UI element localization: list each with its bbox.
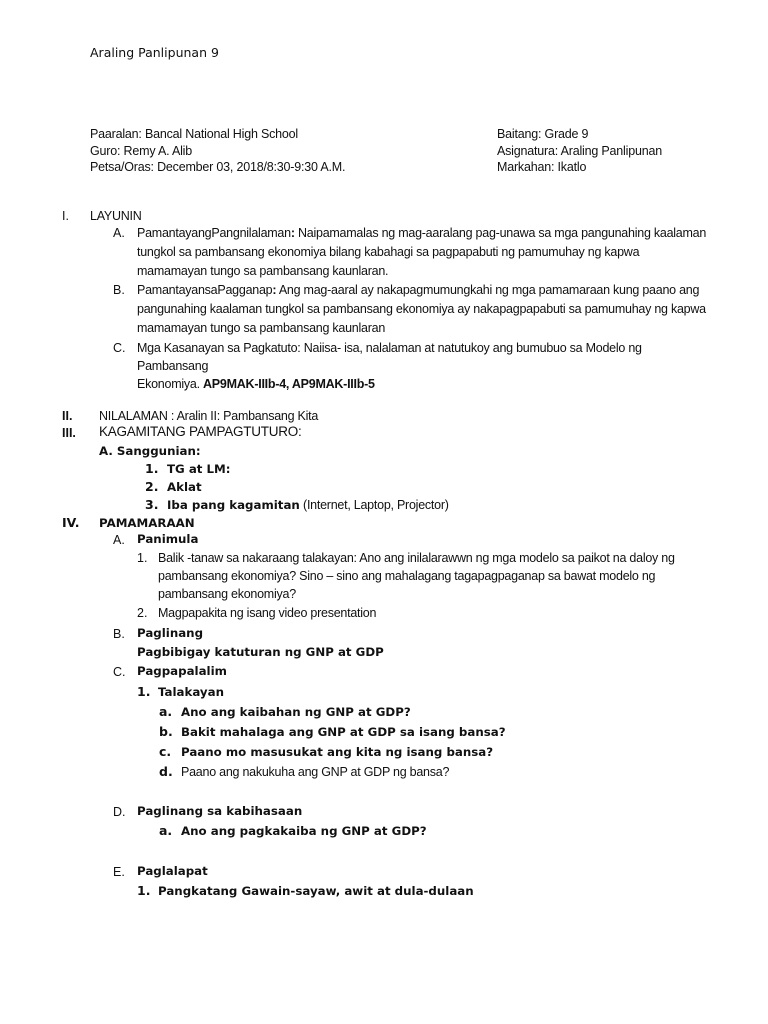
school-info-left	[90, 126, 345, 176]
question-d-text: Paano ang nakukuha ang GNP at GDP ng bansa?	[181, 765, 450, 779]
practice-question-text: Ano ang pagkakaiba ng GNP at GDP?	[181, 824, 427, 838]
objective-b-colon: :	[272, 283, 277, 297]
objective-c-prefix: Ekonomiya.	[137, 377, 204, 391]
section-ii-number: II.	[62, 409, 73, 423]
objective-b-text-1: Ang mag-aaral ay nakapagmumungkahi ng mga pamamaraan kung paano ang	[276, 283, 700, 297]
discussion-number: 1.	[137, 684, 151, 699]
section-iii-title: KAGAMITANG PAMPAGTUTURO:	[99, 424, 302, 439]
procedure-b-subtitle: Pagbibigay katuturan ng GNP at GDP	[137, 645, 384, 659]
procedure-a-item-1-number: 1.	[137, 551, 148, 565]
section-ii-content: NILALAMAN : Aralin II: Pambansang Kita	[99, 409, 319, 423]
procedure-b-label: Paglinang	[137, 626, 204, 640]
procedure-c-letter: C.	[113, 665, 126, 679]
question-b-letter: b.	[159, 724, 173, 739]
competency-codes: AP9MAK-IIIb-4, AP9MAK-IIIb-5	[203, 377, 375, 391]
section-i-title: LAYUNIN	[90, 209, 142, 223]
objective-a-label: PamantayangPangnilalaman	[137, 226, 291, 240]
objective-a-colon: :	[290, 226, 295, 240]
objective-a-line-1	[137, 225, 706, 241]
document-title: Araling Panlipunan 9	[90, 45, 219, 60]
application-item-number: 1.	[137, 883, 151, 898]
procedure-a-item-2-number: 2.	[137, 606, 148, 620]
procedure-a-item-1-line-1: Balik -tanaw sa nakaraang talakayan: Ano ang inilalarawwn ng mga modelo sa paikot na daloy ng	[158, 551, 675, 565]
question-b-text: Bakit mahalaga ang GNP at GDP sa isang bansa?	[181, 725, 506, 739]
subject: Asignatura: Araling Panlipunan	[497, 143, 662, 158]
objective-a-letter: A.	[113, 226, 125, 240]
question-a-text: Ano ang kaibahan ng GNP at GDP?	[181, 705, 411, 719]
objective-c-line-3	[137, 376, 375, 392]
reference-2-text: Aklat	[167, 480, 202, 494]
school-info-right	[497, 126, 662, 176]
date-time: Petsa/Oras: December 03, 2018/8:30-9:30 A.M.	[90, 160, 346, 174]
section-i-number: I.	[62, 209, 69, 223]
question-c-text: Paano mo masusukat ang kita ng isang bansa?	[181, 745, 494, 759]
question-a-letter: a.	[159, 704, 173, 719]
question-d-letter: d.	[159, 764, 173, 779]
objective-c-letter: C.	[113, 341, 126, 355]
reference-1-text: TG at LM:	[167, 462, 231, 476]
objective-b-line-1	[137, 282, 699, 298]
procedure-c-label: Pagpapalalim	[137, 664, 227, 678]
objective-b-label: PamantayansaPagganap	[137, 283, 273, 297]
objective-c-line-2: Pambansang	[137, 359, 209, 373]
reference-3-line	[167, 497, 449, 513]
procedure-e-letter: E.	[113, 865, 125, 879]
procedure-a-letter: A.	[113, 533, 125, 547]
reference-3-text: Iba pang kagamitan	[167, 498, 300, 512]
section-iv-number: IV.	[62, 515, 80, 530]
school-name: Paaralan: Bancal National High School	[90, 127, 299, 141]
objective-a-line-2: tungkol sa pambansang ekonomiya bilang kabahagi sa pagpapabuti ng pamumuhay ng kapwa	[137, 245, 640, 259]
grade-level: Baitang: Grade 9	[497, 127, 589, 141]
procedure-d-label: Paglinang sa kabihasaan	[137, 804, 303, 818]
reference-2-number: 2.	[145, 479, 159, 494]
objective-b-line-3: mamamayan tungo sa pambansang kaunlaran	[137, 321, 386, 335]
procedure-a-label: Panimula	[137, 532, 199, 546]
references-label: A. Sanggunian:	[99, 444, 201, 458]
question-c-letter: c.	[159, 744, 172, 759]
reference-3-number: 3.	[145, 497, 159, 512]
teacher-name: Guro: Remy A. Alib	[90, 143, 192, 158]
procedure-a-item-1-line-3: pambansang ekonomiya?	[158, 587, 296, 601]
application-item-text: Pangkatang Gawain-sayaw, awit at dula-dulaan	[158, 884, 474, 898]
section-iii-number: III.	[62, 426, 76, 440]
objective-c-line-1: Mga Kasanayan sa Pagkatuto: Naiisa- isa, nalalaman at natutukoy ang bumubuo sa Modelo ng	[137, 341, 642, 355]
discussion-label: Talakayan	[158, 685, 224, 699]
practice-question-letter: a.	[159, 823, 173, 838]
procedure-a-item-1-line-2: pambansang ekonomiya? Sino – sino ang mahalagang tagapagpaganap sa bawat modelo ng	[158, 569, 656, 583]
quarter: Markahan: Ikatlo	[497, 160, 587, 174]
procedure-d-letter: D.	[113, 805, 126, 819]
reference-3-extra: (Internet, Laptop, Projector)	[299, 498, 449, 512]
objective-b-line-2: pangunahing kaalaman tungkol sa pambansang ekonomiya ay nakapagpapabuti sa pamumuhay ng kapwa	[137, 302, 706, 316]
procedure-b-letter: B.	[113, 627, 125, 641]
objective-b-letter: B.	[113, 283, 125, 297]
objective-a-text-1: Naipamamalas ng mag-aaralang pag-unawa sa mga pangunahing kaalaman	[294, 226, 707, 240]
reference-1-number: 1.	[145, 461, 159, 476]
procedure-e-label: Paglalapat	[137, 864, 208, 878]
procedure-a-item-2-line-1: Magpapakita ng isang video presentation	[158, 606, 377, 620]
objective-a-line-3: mamamayan tungo sa pambansang kaunlaran.	[137, 264, 389, 278]
section-iv-title: PAMAMARAAN	[99, 516, 195, 530]
